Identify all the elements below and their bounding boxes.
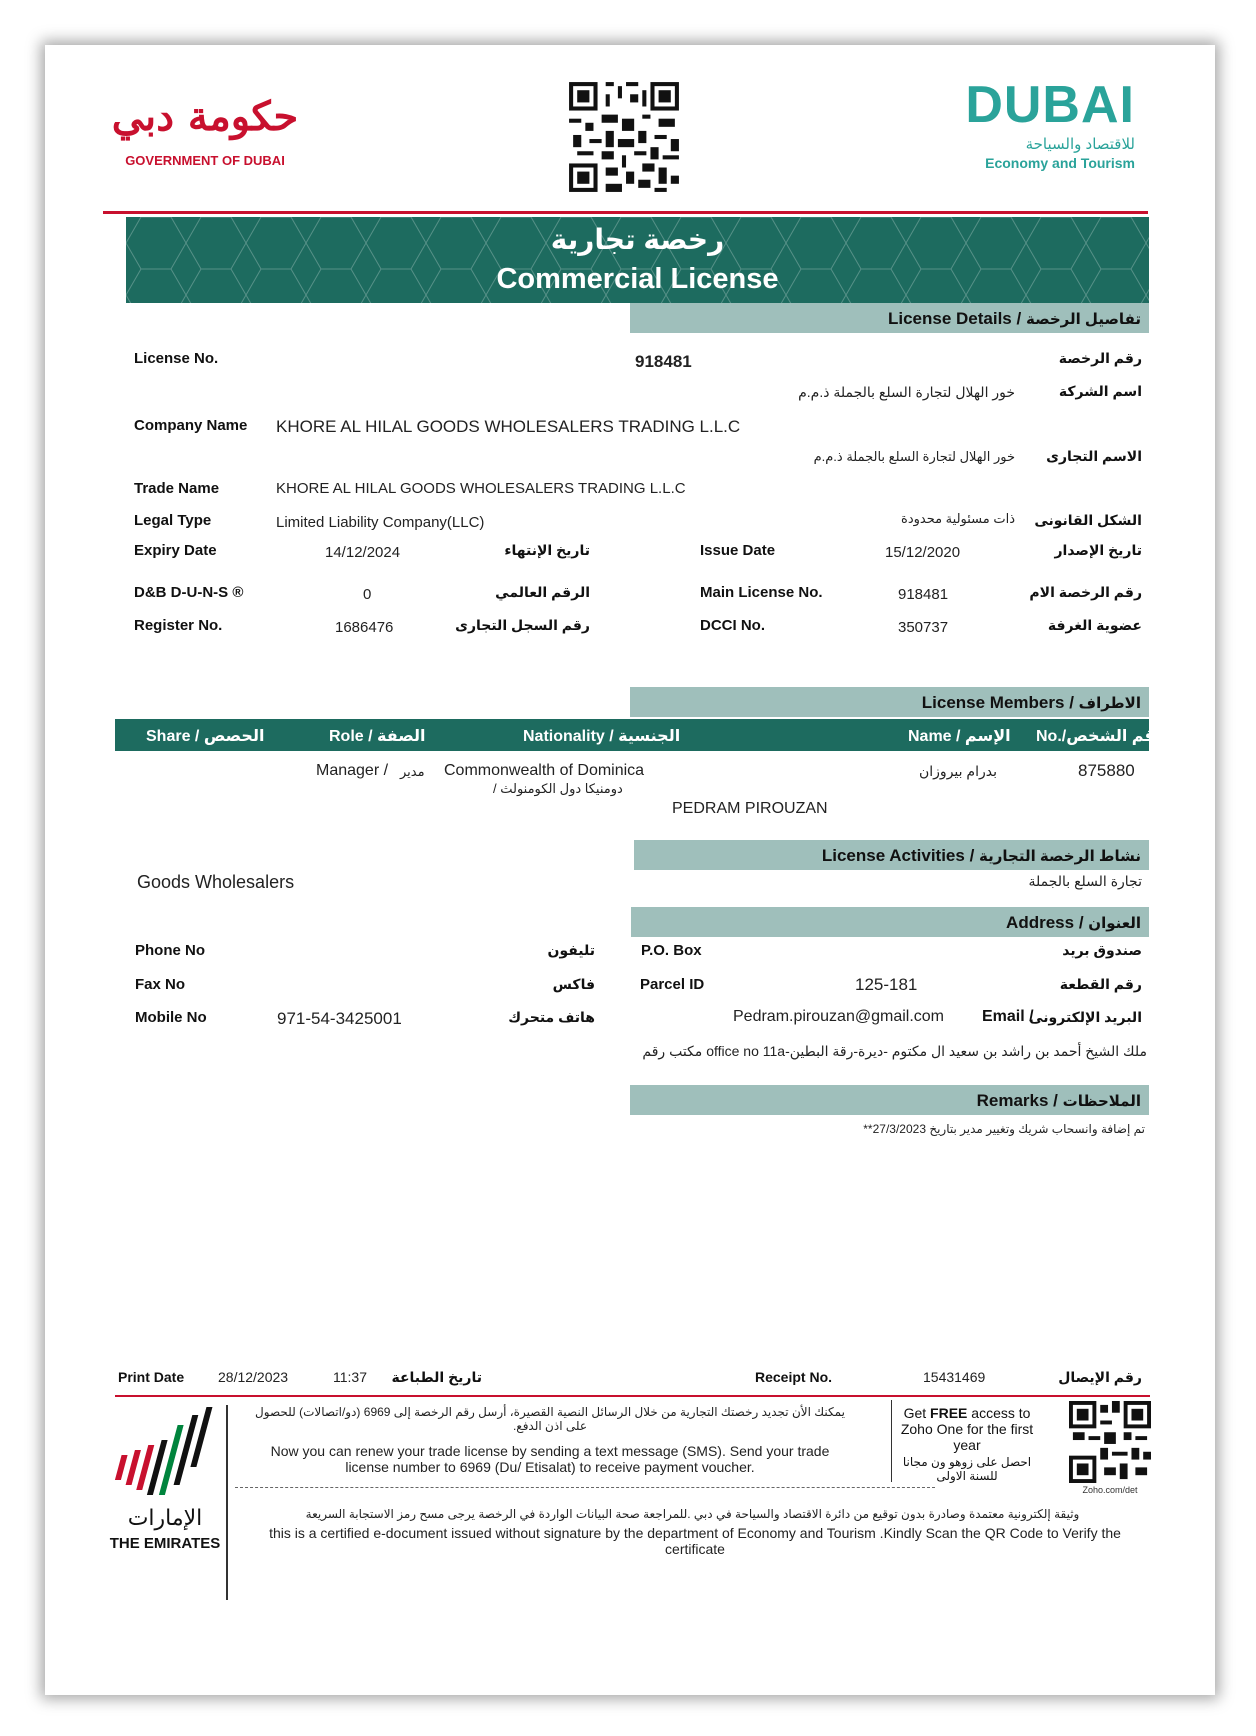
gov-logo-english: GOVERNMENT OF DUBAI — [125, 153, 285, 168]
expiry-date-label: Expiry Date — [134, 542, 217, 559]
sms-box — [235, 1400, 935, 1488]
duns-arabic: الرقم العالمي — [495, 584, 590, 600]
member-name: PEDRAM PIROUZAN — [672, 800, 828, 817]
trade-name-arabic-value: خور الهلال لتجارة السلع بالجملة ذ.م.م — [813, 449, 1015, 464]
company-name-value: KHORE AL HILAL GOODS WHOLESALERS TRADING L.L.C — [276, 417, 741, 436]
dubai-economy-logo — [965, 75, 1135, 175]
expiry-date-value: 14/12/2024 — [325, 544, 401, 561]
remarks-bar — [630, 1085, 1149, 1115]
member-nationality-arabic: دومنيكا دول الكومنولث / — [493, 781, 623, 796]
license-no-arabic: رقم الرخصة — [1058, 350, 1142, 366]
certified-english: this is a certified e-document issued without signature by the department of Economy and Tourism .Kindly Scan the QR Code to Verify the certificate — [269, 1525, 1121, 1557]
issue-date-arabic: تاريخ الإصدار — [1054, 542, 1142, 558]
pobox-label: P.O. Box — [641, 942, 702, 959]
register-no-arabic: رقم السجل التجارى — [455, 617, 590, 633]
qr-code-icon — [565, 78, 683, 196]
col-name: Name / الإسم — [908, 728, 1011, 745]
parcel-label: Parcel ID — [640, 976, 705, 993]
trade-name-value: KHORE AL HILAL GOODS WHOLESALERS TRADING L.L.C — [276, 480, 686, 497]
the-emirates-logo — [105, 1405, 235, 1565]
print-date-label: Print Date — [118, 1369, 185, 1385]
phone-label: Phone No — [135, 942, 205, 959]
license-details-bar — [630, 303, 1149, 333]
certified-arabic: وثيقة إلكترونية معتمدة وصادرة بدون توقيع من دائرة الاقتصاد والسياحة في دبي .للمراجعة صحة البيانات الواردة في الرخصة يرجى مسح رمز الاستجابة السريعة — [305, 1507, 1080, 1521]
license-activities-bar — [634, 840, 1149, 870]
sms-english: Now you can renew your trade license by sending a text message (SMS). Send your trade license number to 6969 (Du/ Etisalat) to receive payment voucher. — [270, 1443, 830, 1475]
issue-date-label: Issue Date — [700, 542, 776, 559]
fax-arabic: فاكس — [552, 976, 595, 992]
register-no-value: 1686476 — [335, 619, 394, 636]
trade-name-arabic: الاسم التجارى — [1046, 448, 1142, 464]
zoho-url: Zoho.com/det — [1082, 1485, 1138, 1495]
emirates-arabic: الإمارات — [127, 1505, 203, 1530]
zoho-qr-icon — [1069, 1401, 1151, 1483]
main-license-value: 918481 — [898, 586, 949, 603]
gov-logo-arabic: حكومة دبي — [111, 93, 299, 140]
mobile-label: Mobile No — [135, 1009, 207, 1026]
dcci-no-value: 350737 — [898, 619, 949, 636]
remarks-value: تم إضافة وانسحاب شريك وتغيير مدير بتاريخ 27/3/2023** — [863, 1122, 1145, 1136]
license-no-label: License No. — [134, 350, 219, 367]
company-name-arabic: اسم الشركة — [1058, 383, 1142, 399]
receipt-arabic: رقم الإيصال — [1058, 1369, 1142, 1385]
activity-value-english: Goods Wholesalers — [137, 872, 295, 892]
footer-divider — [115, 1395, 1150, 1397]
emirates-english: THE EMIRATES — [109, 1535, 221, 1552]
member-role: Manager / — [316, 762, 389, 779]
col-role: Role / الصفة — [329, 728, 426, 745]
dcci-no-label: DCCI No. — [700, 617, 765, 634]
member-role-arabic: مدير — [400, 764, 425, 779]
zoho-promo — [897, 1405, 1037, 1485]
address-bar — [631, 907, 1149, 937]
banner-title-english: Commercial License — [496, 263, 779, 295]
legal-type-value: Limited Liability Company(LLC) — [276, 514, 485, 531]
license-document — [45, 45, 1215, 1695]
license-no-value: 918481 — [635, 352, 692, 371]
emirates-stripes-icon — [105, 1405, 225, 1505]
economy-logo-arabic: للاقتصاد والسياحة — [1025, 136, 1135, 153]
issue-date-value: 15/12/2020 — [885, 544, 961, 561]
parcel-arabic: رقم القطعة — [1059, 976, 1142, 992]
member-no: 875880 — [1078, 761, 1135, 780]
expiry-date-arabic: تاريخ الإنتهاء — [504, 542, 590, 558]
member-nationality: Commonwealth of Dominica — [444, 762, 645, 779]
email-label: Email / — [982, 1008, 1034, 1025]
receipt-label: Receipt No. — [755, 1369, 833, 1385]
header-divider — [103, 211, 1148, 214]
license-details-title: License Details / تفاصيل الرخصة — [887, 309, 1141, 328]
remarks-title: Remarks / الملاحظات — [976, 1091, 1141, 1110]
col-no: No./رقم الشخص — [1036, 728, 1165, 745]
address-title: Address / العنوان — [1006, 913, 1141, 932]
full-address: ملك الشيخ أحمد بن راشد بن سعيد ال مكتوم -ديرة-رقة البطين-office no 11a مكتب رقم — [642, 1043, 1147, 1059]
dcci-no-arabic: عضوية الغرفة — [1047, 617, 1142, 633]
zoho-divider — [891, 1400, 892, 1482]
print-date-arabic: تاريخ الطباعة — [391, 1369, 482, 1385]
license-members-bar — [630, 687, 1149, 717]
legal-type-label: Legal Type — [134, 512, 212, 529]
phone-arabic: تليفون — [547, 942, 595, 958]
duns-label: D&B D-U-N-S ® — [134, 584, 244, 601]
email-arabic: البريد الإلكترونى — [1029, 1009, 1142, 1025]
zoho-promo-english: Get FREE access to Zoho One for the first year — [900, 1405, 1034, 1453]
license-activities-title: License Activities / نشاط الرخصة التجارية — [821, 846, 1141, 865]
col-share: Share / الحصص — [146, 728, 265, 745]
banner-title-arabic: رخصة تجارية — [550, 224, 725, 255]
print-time: 11:37 — [333, 1369, 367, 1385]
col-nationality: Nationality / الجنسية — [523, 728, 681, 745]
license-members-title: License Members / الاطراف — [921, 693, 1141, 712]
print-date-value: 28/12/2023 — [218, 1369, 289, 1385]
mobile-arabic: هاتف متحرك — [508, 1009, 595, 1025]
company-name-label: Company Name — [134, 417, 248, 434]
members-table-header — [115, 719, 1165, 751]
dubai-logo-text: DUBAI — [965, 76, 1135, 134]
legal-type-arabic-value: ذات مسئولية محدودة — [901, 511, 1015, 526]
government-of-dubai-logo — [105, 93, 305, 173]
pobox-arabic: صندوق بريد — [1062, 942, 1142, 958]
company-name-arabic-value: خور الهلال لتجارة السلع بالجملة ذ.م.م — [798, 384, 1015, 400]
economy-logo-english: Economy and Tourism — [985, 155, 1135, 171]
zoho-promo-arabic: احصل على زوهو ون مجانا للسنة الاولى — [902, 1455, 1032, 1483]
activity-value-arabic: تجارة السلع بالجملة — [1028, 873, 1142, 889]
sms-arabic: يمكنك الأن تجديد رخصتك التجارية من خلال الرسائل النصية القصيرة، أرسل رقم الرخصة إلى 6969 (دو/اتصالات) للحصول على اذن الدفع. — [255, 1405, 845, 1433]
fax-label: Fax No — [135, 976, 186, 993]
register-no-label: Register No. — [134, 617, 223, 634]
email-value: Pedram.pirouzan@gmail.com — [733, 1008, 944, 1025]
main-license-label: Main License No. — [700, 584, 823, 601]
license-banner — [126, 217, 1149, 303]
receipt-value: 15431469 — [923, 1369, 986, 1385]
member-name-arabic: بدرام بيروزان — [919, 763, 997, 779]
parcel-value: 125-181 — [855, 975, 918, 994]
trade-name-label: Trade Name — [134, 480, 220, 497]
duns-value: 0 — [363, 586, 372, 603]
footer-vertical-divider — [226, 1405, 228, 1600]
legal-type-arabic: الشكل القانونى — [1034, 512, 1142, 528]
main-license-arabic: رقم الرخصة الام — [1029, 584, 1142, 600]
mobile-value: 971-54-3425001 — [277, 1009, 402, 1028]
